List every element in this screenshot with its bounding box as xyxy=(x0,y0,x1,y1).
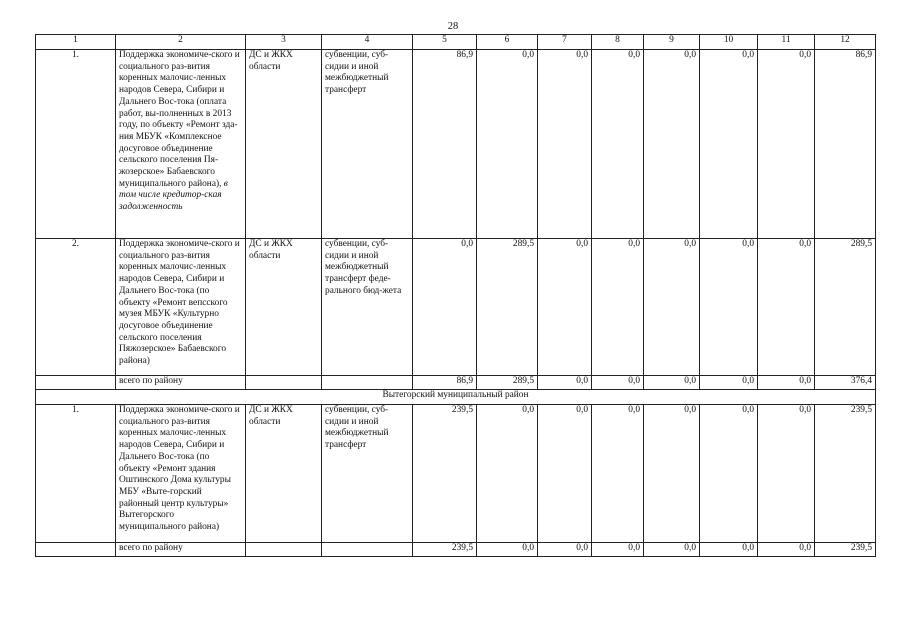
empty-cell xyxy=(246,376,322,390)
header-cell: 10 xyxy=(700,35,758,50)
value-cell: 0,0 xyxy=(538,405,592,543)
table-row xyxy=(36,50,876,239)
row-description: Поддержка экономиче-ского и социального раз-вития коренных малочис-ленных народов Севера, Сибири и Дальнего Вос-тока (по объекту «Ремонт вепсского музея МБУК «Культурно досуговое объединение сельского поселения Пяжозерское» Бабаевского района) xyxy=(116,239,246,376)
header-cell: 11 xyxy=(758,35,815,50)
value-cell: 0,0 xyxy=(592,405,644,543)
total-value: 0,0 xyxy=(477,543,538,557)
header-cell: 3 xyxy=(246,35,322,50)
total-value: 0,0 xyxy=(538,376,592,390)
header-cell: 7 xyxy=(538,35,592,50)
section-row xyxy=(36,390,876,405)
header-cell: 1 xyxy=(36,35,116,50)
value-cell: 0,0 xyxy=(644,239,700,376)
total-row xyxy=(36,543,876,557)
row-index: 1. xyxy=(36,405,116,543)
header-cell: 5 xyxy=(413,35,477,50)
value-cell: 0,0 xyxy=(700,405,758,543)
total-value: 0,0 xyxy=(538,543,592,557)
total-row xyxy=(36,376,876,390)
value-cell: 289,5 xyxy=(477,239,538,376)
value-cell: 86,9 xyxy=(413,50,477,239)
value-cell: 86,9 xyxy=(815,50,876,239)
row-description xyxy=(116,50,246,239)
table-row xyxy=(36,405,876,543)
total-value: 86,9 xyxy=(413,376,477,390)
table-row xyxy=(36,239,876,376)
value-cell: 0,0 xyxy=(538,239,592,376)
value-cell: 0,0 xyxy=(592,50,644,239)
value-cell: 0,0 xyxy=(477,50,538,239)
total-value: 0,0 xyxy=(700,376,758,390)
header-cell: 8 xyxy=(592,35,644,50)
header-cell: 6 xyxy=(477,35,538,50)
page-number: 28 xyxy=(447,21,459,32)
row-index: 1. xyxy=(36,50,116,239)
total-value: 289,5 xyxy=(477,376,538,390)
total-value: 239,5 xyxy=(413,543,477,557)
value-cell: 0,0 xyxy=(700,50,758,239)
value-cell: 0,0 xyxy=(644,50,700,239)
budget-table xyxy=(35,34,876,557)
row-form: субвенции, суб-сидии и иной межбюджетный трансферт xyxy=(322,405,413,543)
header-cell: 2 xyxy=(116,35,246,50)
empty-cell xyxy=(36,376,116,390)
total-value: 0,0 xyxy=(758,543,815,557)
total-value: 239,5 xyxy=(815,543,876,557)
total-value: 0,0 xyxy=(700,543,758,557)
value-cell: 0,0 xyxy=(758,50,815,239)
section-title: Вытегорский муниципальный район xyxy=(36,390,876,405)
value-cell: 0,0 xyxy=(592,239,644,376)
total-value: 0,0 xyxy=(592,376,644,390)
row-form: субвенции, суб-сидии и иной межбюджетный трансферт xyxy=(322,50,413,239)
value-cell: 0,0 xyxy=(758,405,815,543)
value-cell: 289,5 xyxy=(815,239,876,376)
total-value: 0,0 xyxy=(758,376,815,390)
total-label: всего по району xyxy=(116,376,246,390)
header-cell: 4 xyxy=(322,35,413,50)
row-executor: ДС и ЖКХ области xyxy=(246,239,322,376)
empty-cell xyxy=(322,376,413,390)
value-cell: 0,0 xyxy=(644,405,700,543)
value-cell: 0,0 xyxy=(758,239,815,376)
total-value: 0,0 xyxy=(644,376,700,390)
total-value: 376,4 xyxy=(815,376,876,390)
header-cell: 12 xyxy=(815,35,876,50)
header-cell: 9 xyxy=(644,35,700,50)
total-label: всего по району xyxy=(116,543,246,557)
description-italic-note: в том числе кредитор-ская задолженность xyxy=(119,178,228,213)
value-cell: 0,0 xyxy=(413,239,477,376)
total-value: 0,0 xyxy=(644,543,700,557)
value-cell: 0,0 xyxy=(700,239,758,376)
empty-cell xyxy=(36,543,116,557)
value-cell: 239,5 xyxy=(413,405,477,543)
row-form: субвенции, суб-сидии и иной межбюджетный трансферт феде-рального бюд-жета xyxy=(322,239,413,376)
row-executor: ДС и ЖКХ области xyxy=(246,405,322,543)
value-cell: 239,5 xyxy=(815,405,876,543)
row-executor: ДС и ЖКХ области xyxy=(246,50,322,239)
empty-cell xyxy=(246,543,322,557)
header-row xyxy=(36,35,876,50)
empty-cell xyxy=(322,543,413,557)
description-text: Поддержка экономиче-ского и социального раз-вития коренных малочис-ленных народов Севера, Сибири и Дальнего Вос-тока (оплата работ, вы-полненных в 2013 году, по объекту «Ремонт зда-ния МБУК «Комплексное досуговое объединение сельского поселения Пя-жозерское» Бабаевского муниципального района), xyxy=(119,50,240,189)
row-description: Поддержка экономиче-ского и социального раз-вития коренных малочис-ленных народов Севера, Сибири и Дальнего Вос-тока (по объекту «Ремонт здания Оштинского Дома культуры МБУ «Выте-горский районный центр культуры» Вытегорского муниципального района) xyxy=(116,405,246,543)
total-value: 0,0 xyxy=(592,543,644,557)
value-cell: 0,0 xyxy=(477,405,538,543)
value-cell: 0,0 xyxy=(538,50,592,239)
row-index: 2. xyxy=(36,239,116,376)
